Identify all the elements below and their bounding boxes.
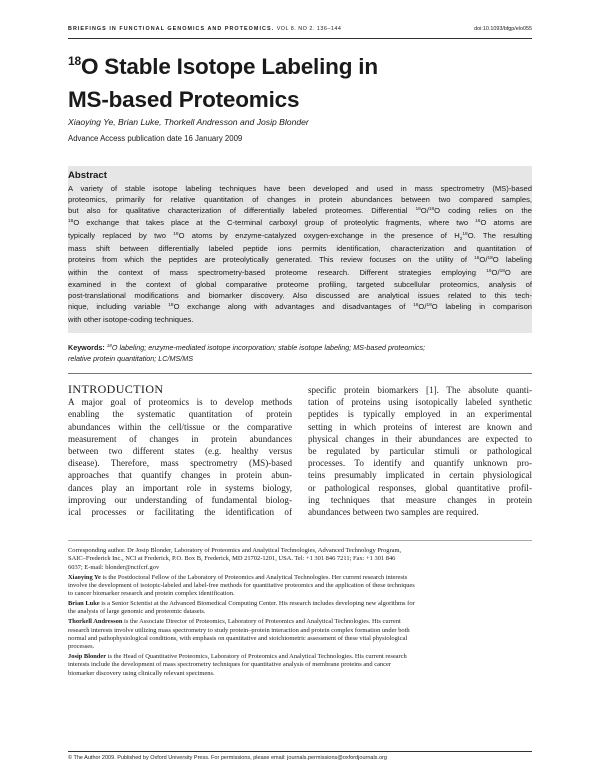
abstract-line: proteomics, primarily for relative quantitation of changes in protein abundances between two compared samples,: [68, 194, 532, 204]
keywords: [68, 343, 532, 365]
author-bio: Josip Blonder is the Head of Quantitative Proteomics, Laboratory of Proteomics and Analytical Technologies. His current research interests include the development of mass spectrometry techniques for quantitative analysis of membrane proteins and cancer biomarker discovery using clinically relevant specimens.: [68, 653, 407, 677]
body-line: A major goal of proteomics is to develop methods: [68, 397, 292, 408]
body-line: enabling the systematic quantitation of protein: [68, 409, 292, 420]
abstract-line: but also for qualitative characterization of differentially labeled proteomes. Differential $^{16}$O/$^{18}$O coding relies on the: [68, 205, 532, 215]
body-line: between two different states (e.g. healthy versus: [68, 446, 292, 457]
intro-right-column: [308, 384, 532, 518]
body-line: teins presumably implicated in certain physiological: [308, 470, 532, 481]
body-line: improving our understanding of fundamental biolog-: [68, 494, 292, 505]
abstract-line: mass shift between differentially labeled peptide ions permits identification, characterization and quantitation of: [68, 243, 532, 253]
abstract-line: within the context of mass spectrometry-based proteome research. Different strategies employing $^{16}$O/$^{18}$O are: [68, 267, 532, 277]
body-line: approaches that quantify changes in protein abun-: [68, 470, 292, 481]
body-line: peptides is typically employed in an experimental: [308, 409, 532, 420]
abstract-heading: Abstract: [68, 170, 107, 181]
copyright-notice: © The Author 2009. Published by Oxford University Press. For permissions, please email: journals.permissions@oxfordjournals.org: [68, 755, 387, 761]
body-line: processes. To identify and quantify unknown pro-: [308, 458, 532, 469]
journal-name: BRIEFINGS IN FUNCTIONAL GENOMICS AND PROTEOMICS. VOL 8. NO 2. 136–144: [68, 26, 342, 32]
keywords-list: $^{18}$O labeling; enzyme-mediated isotope incorporation; stable isotope labeling; MS-based proteomics; relative protein quantitation; LC/MS/MS: [68, 343, 426, 364]
body-line: or pathological responses, global quantitative profil-: [308, 482, 532, 493]
author-bio: Brian Luke is a Senior Scientist at the Advanced Biomedical Computing Center. His research includes developing new algorithms for the analysis of large genomic and proteomic datasets.: [68, 600, 415, 616]
abstract-line: proteins from which the peptides are proteolytically generated. This review focuses on the utility of $^{16}$O/$^{18}$O labeling: [68, 254, 532, 264]
footer-divider: [68, 751, 532, 752]
abstract-line: A variety of stable isotope labeling techniques have been developed and used in mass spectrometry (MS)-based: [68, 184, 532, 193]
abstract-text: [68, 184, 532, 326]
body-line: disease). Therefore, mass spectrometry (MS)-based: [68, 458, 292, 469]
footnotes: [68, 547, 532, 680]
body-line: abundances within the cell/tissue or the comparative: [68, 421, 292, 432]
keywords-label: Keywords:: [68, 343, 105, 352]
author-bio: Xiaoying Ye is the Postdoctoral Fellow of the Laboratory of Proteomics and Analytical Technologies. Her current research interests involve the development of isotopic-labeled and label-free methods for quantitative proteomics and the application of these techniques to cancer biomarker research and protein complex identification.: [68, 573, 415, 598]
corresponding-author-note: Corresponding author. Dr Josip Blonder, Laboratory of Proteomics and Analytical Technologies, Advanced Technology Program, SAIC–Frederick Inc., NCI at Frederick, P.O. Box B, Frederick, MD 21702-1201, USA. Tel: +1 301 846 7211; Fax: +1 301 846 6037; E-mail: blonder@ncifcrf.gov: [68, 547, 402, 571]
author-bio: Thorkell Andresson is the Associate Director of Proteomics, Laboratory of Proteomics and Analytical Technologies. His current research interests involve utilizing mass spectrometry to study protein–protein interaction and protein complex formation under both normal and pathophysiological conditions, with emphasis on quantitative and stoichiometric assessment of these vital physiological processes.: [68, 618, 410, 651]
abstract-box: [68, 166, 532, 333]
body-line: ing techniques that measure changes in protein: [308, 494, 532, 505]
body-line: tation of proteins using isotopically labeled synthetic: [308, 397, 532, 408]
author-list: Xiaoying Ye, Brian Luke, Thorkell Andresson and Josip Blonder: [68, 117, 309, 127]
body-line: setting in which proteins of interest are known and: [308, 421, 532, 432]
abstract-line: post-translational modifications and biomarker discovery. Also discussed are analytical issues related to this tech-: [68, 291, 532, 301]
body-line: be regulated by particular stimuli or pathological: [308, 446, 532, 457]
abstract-line: $^{18}$O exchange that takes place at the C-terminal carboxyl group of proteolytic fragments, where two $^{16}$O atoms are: [68, 218, 532, 228]
abstract-line: with other isotope-coding techniques.: [68, 314, 194, 324]
introduction-heading: INTRODUCTION: [68, 382, 164, 396]
body-line: physical changes in their abundances are expected to: [308, 433, 532, 444]
abstract-line: examined in the context of global comparative proteome profiling, targeted subcellular proteomics, analysis of: [68, 280, 532, 290]
body-line: abundances between two samples are required.: [308, 507, 479, 518]
volume-info: VOL 8. NO 2. 136–144: [276, 26, 342, 32]
abstract-line: nique, including variable $^{18}$O exchange along with advantages and disadvantages of $^{16}$O/$^{18}$O labeling in comparison: [68, 301, 533, 311]
body-line: specific protein biomarkers [1]. The absolute quanti-: [308, 385, 532, 395]
body-line: ical processes or facilitating the identification of: [68, 507, 292, 518]
title-superscript: 18: [68, 54, 81, 68]
doi: doi:10.1093/bfgp/elo055: [474, 26, 532, 32]
article-title: $^{18}$O Stable Isotope Labeling in MS-based Proteomics: [68, 54, 378, 112]
header-divider: [68, 38, 532, 39]
body-line: dances play an important role in systems biology,: [68, 482, 292, 493]
keywords-divider: [68, 373, 532, 374]
running-header: [68, 26, 532, 38]
intro-left-column: [68, 383, 292, 518]
abstract-line: typically replaced by two $^{18}$O atoms by enzyme-catalyzed oxygen-exchange in the presence of $H_2^{18}O$. The resulting: [68, 231, 532, 242]
advance-access-date: Advance Access publication date 16 January 2009: [68, 134, 243, 143]
body-line: measurement of changes in protein abundances: [68, 433, 292, 444]
